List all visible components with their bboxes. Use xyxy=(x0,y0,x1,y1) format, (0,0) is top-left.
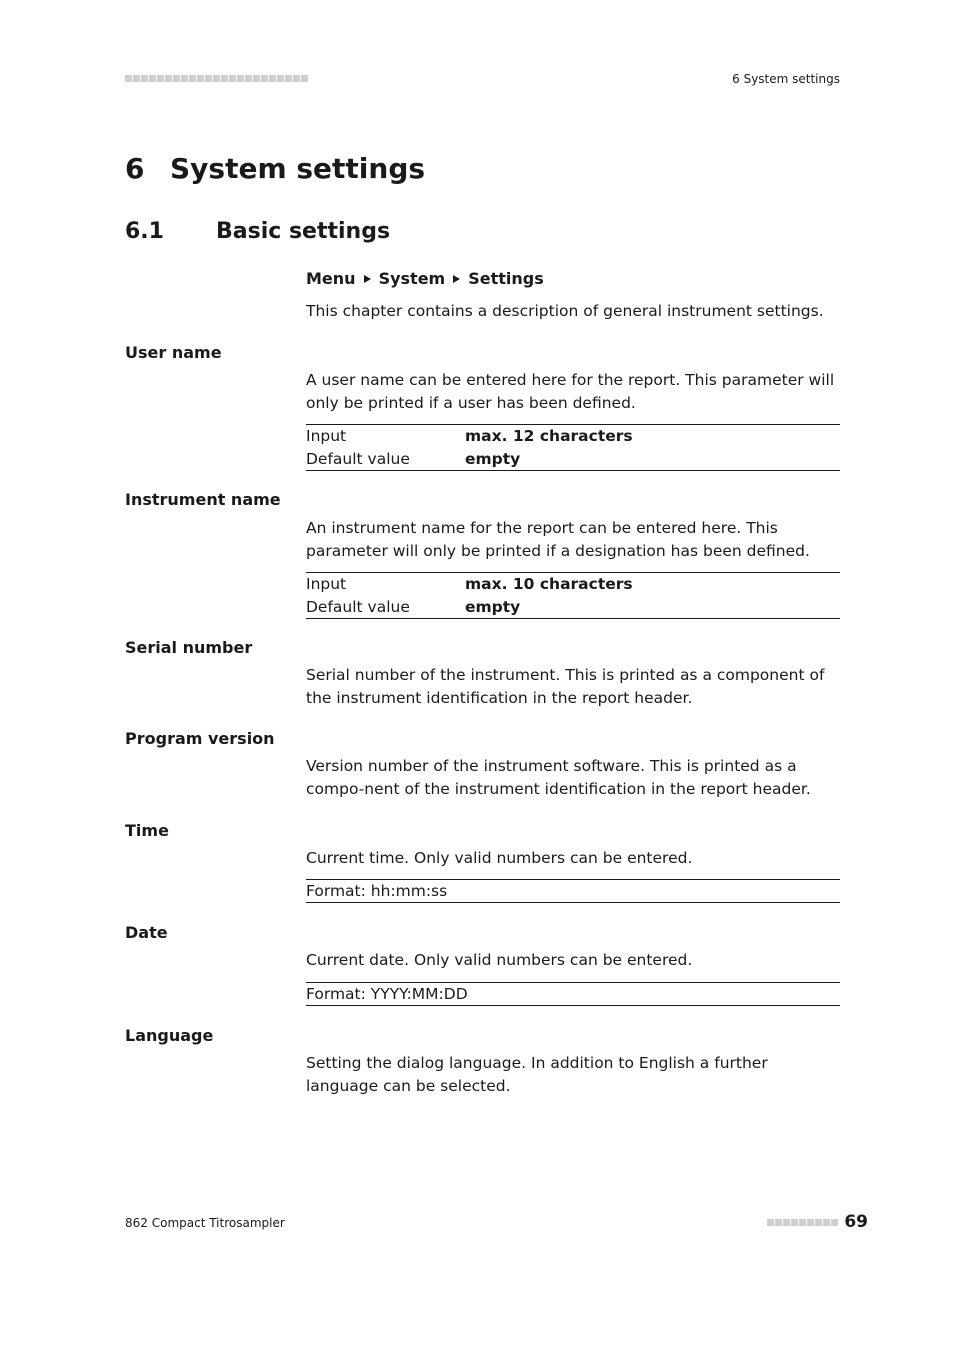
section-title xyxy=(125,219,390,244)
table-row xyxy=(306,448,840,471)
table-value: empty xyxy=(465,597,521,616)
param-desc-time: Current time. Only valid numbers can be entered. xyxy=(306,849,693,867)
param-label-instrument-name: Instrument name xyxy=(125,490,281,509)
param-label-date: Date xyxy=(125,923,168,942)
table-row xyxy=(306,596,840,619)
param-table-instrument-name xyxy=(306,572,840,619)
menu-path xyxy=(306,269,544,288)
table-key: Default value xyxy=(306,597,410,616)
header-decoration xyxy=(125,75,308,82)
param-desc-user-name: A user name can be entered here for the report. This parameter will only be printed if a user has been defined. xyxy=(306,371,835,412)
menu-path-item: System xyxy=(378,269,446,288)
param-format-time: Format: hh:mm:ss xyxy=(306,879,840,903)
param-desc-language: Setting the dialog language. In addition to English a further language can be selected. xyxy=(306,1054,768,1095)
param-format-date: Format: YYYY:MM:DD xyxy=(306,982,840,1006)
table-value: max. 12 characters xyxy=(465,427,633,445)
param-label-serial-number: Serial number xyxy=(125,638,253,657)
table-key: Input xyxy=(306,575,347,593)
chapter-title xyxy=(125,152,425,185)
footer-page xyxy=(767,1212,868,1232)
section-title-text: Basic settings xyxy=(216,219,391,244)
table-key: Input xyxy=(306,427,347,445)
menu-path-item: Menu xyxy=(306,269,356,288)
table-row xyxy=(306,425,840,448)
param-desc-program-version: Version number of the instrument software. This is printed as a compo-nent of the instrument identification in the report header. xyxy=(306,757,811,798)
footer-decoration xyxy=(767,1219,838,1226)
param-table-user-name xyxy=(306,424,840,471)
running-header: 6 System settings xyxy=(732,72,840,86)
table-key: Default value xyxy=(306,449,410,468)
param-label-program-version: Program version xyxy=(125,729,275,748)
param-desc-serial-number: Serial number of the instrument. This is printed as a component of the instrument identification in the report header. xyxy=(306,666,825,707)
triangle-right-icon xyxy=(453,275,460,283)
param-desc-instrument-name: An instrument name for the report can be entered here. This parameter will only be printed if a designation has been defined. xyxy=(306,519,810,560)
table-value: empty xyxy=(465,449,521,468)
intro-text: This chapter contains a description of general instrument settings. xyxy=(306,302,824,320)
chapter-number: 6 xyxy=(125,152,145,185)
param-label-language: Language xyxy=(125,1026,214,1045)
table-value: max. 10 characters xyxy=(465,575,633,593)
section-number: 6.1 xyxy=(125,219,164,244)
page-number: 69 xyxy=(844,1212,868,1232)
param-desc-date: Current date. Only valid numbers can be entered. xyxy=(306,951,693,969)
triangle-right-icon xyxy=(364,275,371,283)
chapter-title-text: System settings xyxy=(170,152,426,185)
menu-path-item: Settings xyxy=(468,269,544,288)
param-label-user-name: User name xyxy=(125,343,222,362)
footer-product: 862 Compact Titrosampler xyxy=(125,1216,285,1230)
param-label-time: Time xyxy=(125,821,169,840)
table-row xyxy=(306,573,840,596)
